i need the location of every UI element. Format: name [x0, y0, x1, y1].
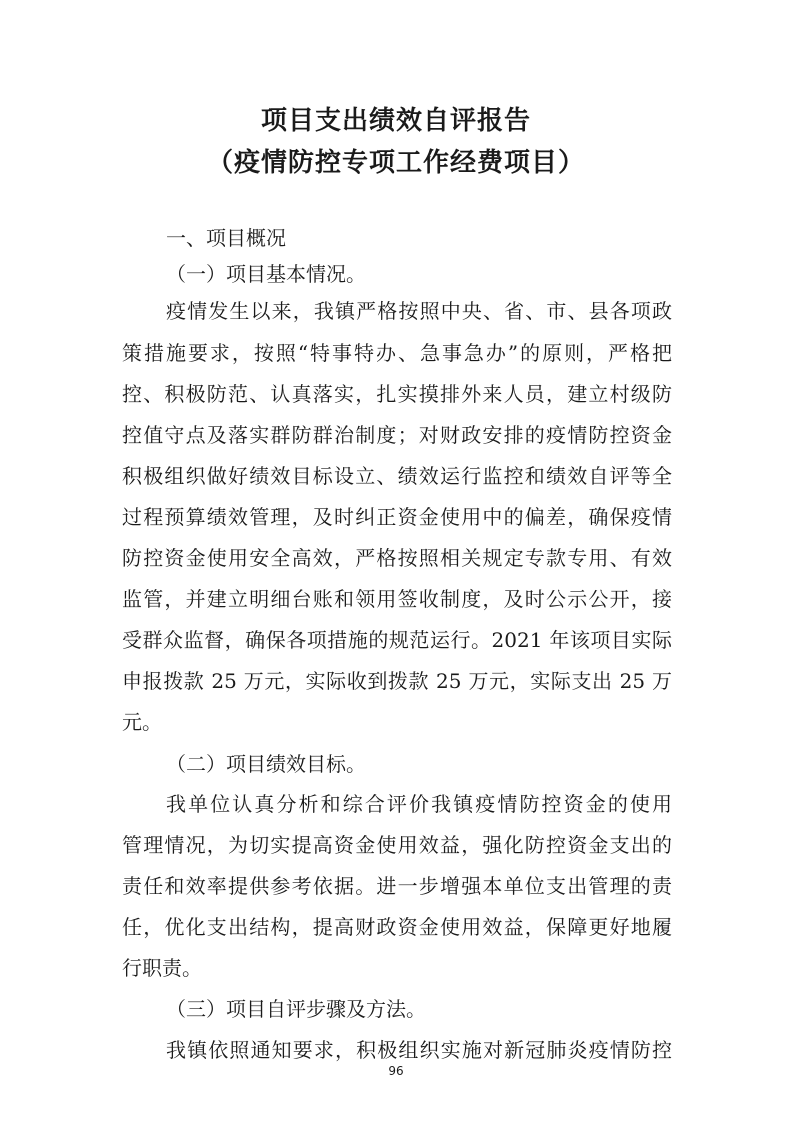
report-title: 项目支出绩效自评报告 — [260, 106, 531, 136]
subsection-heading-method: （三）项目自评步骤及方法。 — [166, 997, 426, 1021]
paragraph-line: 责任和效率提供参考依据。进一步增强本单位支出管理的责 — [122, 874, 672, 898]
paragraph-line: 控值守点及落实群防群治制度；对财政安排的疫情防控资金 — [122, 423, 672, 447]
paragraph-line: 我镇依照通知要求，积极组织实施对新冠肺炎疫情防控 — [166, 1038, 672, 1062]
paragraph-line: 任，优化支出结构，提高财政资金使用效益，保障更好地履 — [122, 915, 672, 939]
paragraph-line: 受群众监督，确保各项措施的规范运行。2021 年该项目实际 — [122, 628, 672, 652]
paragraph-line: 防控资金使用安全高效，严格按照相关规定专款专用、有效 — [122, 546, 672, 570]
paragraph-line: 策措施要求，按照“特事特办、急事急办”的原则，严格把 — [122, 341, 672, 365]
paragraph-line: 行职责。 — [122, 956, 202, 980]
paragraph-line: 元。 — [122, 710, 162, 734]
subsection-heading-basic-info: （一）项目基本情况。 — [166, 262, 366, 286]
page-number: 96 — [388, 1064, 404, 1078]
section-heading-overview: 一、项目概况 — [166, 226, 286, 250]
paragraph-line: 过程预算绩效管理，及时纠正资金使用中的偏差，确保疫情 — [122, 505, 672, 529]
paragraph-line: 管理情况，为切实提高资金使用效益，强化防控资金支出的 — [122, 833, 672, 857]
paragraph-line: 控、积极防范、认真落实，扎实摸排外来人员，建立村级防 — [122, 382, 672, 406]
paragraph-line: 疫情发生以来，我镇严格按照中央、省、市、县各项政 — [166, 299, 672, 323]
paragraph-line: 积极组织做好绩效目标设立、绩效运行监控和绩效自评等全 — [122, 464, 672, 488]
subsection-heading-goals: （二）项目绩效目标。 — [166, 752, 366, 776]
paragraph-line: 我单位认真分析和综合评价我镇疫情防控资金的使用 — [166, 792, 672, 816]
paragraph-line: 监管，并建立明细台账和领用签收制度，及时公示公开，接 — [122, 587, 672, 611]
report-subtitle: （疫情防控专项工作经费项目） — [206, 148, 585, 178]
paragraph-line: 申报拨款 25 万元，实际收到拨款 25 万元，实际支出 25 万 — [122, 669, 672, 693]
